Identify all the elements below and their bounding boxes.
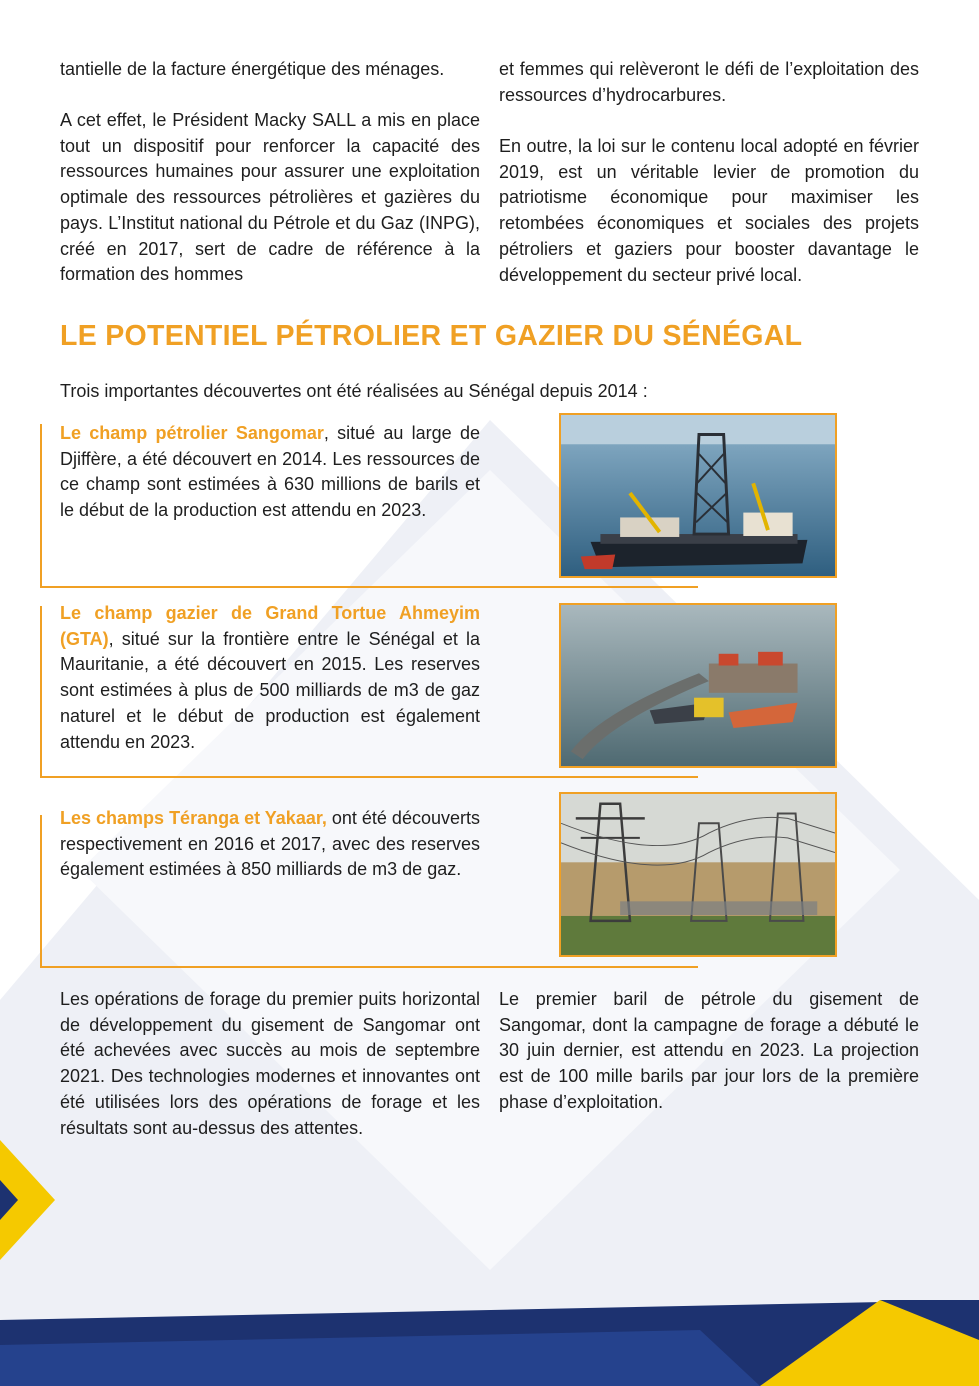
discovery-name-sangomar: Le champ pétrolier Sangomar xyxy=(60,423,324,443)
power-transmission-towers-icon xyxy=(561,794,835,955)
bottom-right-paragraph: Le premier baril de pétrole du gisement de Sangomar, dont la campagne de forage a débuté le 30 juin dernier, est attendu en 2023. La projection est de 100 mille barils par jour lors de la première phase d’exploitation. xyxy=(499,989,919,1112)
discovery-text-gta: Le champ gazier de Grand Tortue Ahmeyim (GTA), situé sur la frontière entre le Sénégal et la Mauritanie, a été découvert en 2015. Les reserves sont estimées à plus de 500 milliards de m3 de gaz naturel et le début de production est également attendu en 2023. xyxy=(60,603,480,752)
photo-teranga-yakaar xyxy=(559,792,837,957)
offshore-gas-hub-icon xyxy=(561,605,835,766)
top-left-line: tantielle de la facture énergétique des ménages. xyxy=(60,59,445,79)
offshore-drilling-ship-icon xyxy=(561,415,835,576)
discovery-name-gta: Le champ gazier de Grand Tortue Ahmeyim (GTA) xyxy=(60,603,480,649)
photo-sangomar xyxy=(559,413,837,578)
top-right-line: et femmes qui relèveront le défi de l’exploitation des ressources d’hydrocarbures. xyxy=(499,59,919,105)
top-left-paragraph: A cet effet, le Président Macky SALL a mis en place tout un dispositif pour renforcer la capacité des ressources humaines pour assurer une exploitation optimale des ressources pétrolières et gazières du pays. L’Institut national du Pétrole et du Gaz (INPG), créé en 2017, sert de cadre de référence à la formation des hommes xyxy=(60,110,480,285)
bottom-left-paragraph: Les opérations de forage du premier puits horizontal de développement du gisement de Sangomar ont été achevées avec succès au mois de septembre 2021. Des technologies modernes et innovantes ont été utilisées lors des opérations de forage et les résultats sont au-dessus des attentes. xyxy=(60,989,480,1138)
section-title: LE POTENTIEL PÉTROLIER ET GAZIER DU SÉNÉGAL xyxy=(60,320,803,352)
photo-gta xyxy=(559,603,837,768)
discovery-text-sangomar: Le champ pétrolier Sangomar, situé au large de Djiffère, a été découvert en 2014. Les ressources de ce champ sont estimées à 630 millions de barils et le début de la production est attendu en 2023. xyxy=(60,423,480,521)
discovery-text-teranga-yakaar: Les champs Téranga et Yakaar, ont été découverts respectivement en 2016 et 2017, avec des reserves également estimées à 850 milliards de m3 de gaz. xyxy=(60,808,480,880)
top-right-paragraph: En outre, la loi sur le contenu local adopté en février 2019, est un véritable levier de promotion du patriotisme économique pour maximiser les retombées économiques et sociales des projets pétroliers et gaziers pour booster davantage le développement du secteur privé local. xyxy=(499,136,919,285)
discovery-name-teranga-yakaar: Les champs Téranga et Yakaar, xyxy=(60,808,327,828)
section-intro: Trois importantes découvertes ont été réalisées au Sénégal depuis 2014 : xyxy=(60,381,648,401)
